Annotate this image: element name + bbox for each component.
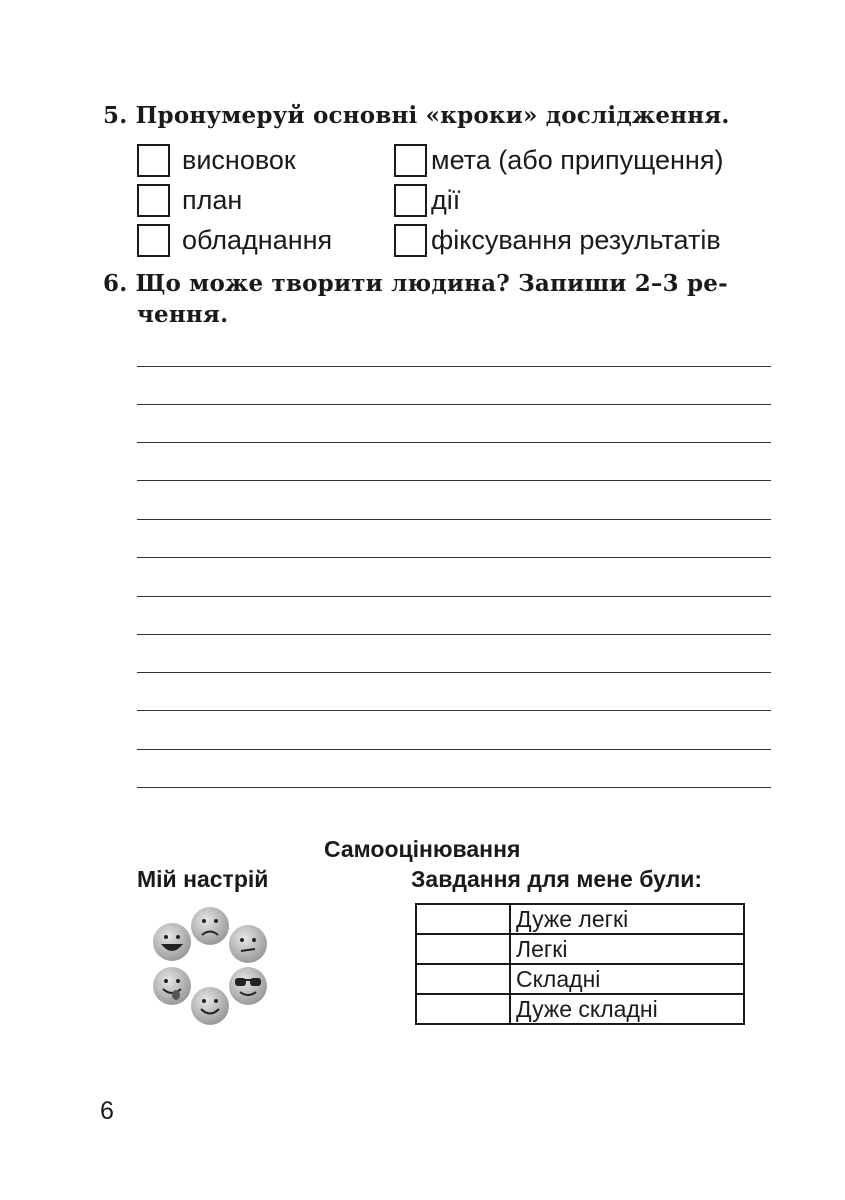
number-box[interactable] <box>137 144 170 177</box>
smiling-face-icon[interactable] <box>191 987 229 1025</box>
writing-line[interactable] <box>137 749 771 750</box>
grinning-face-icon[interactable] <box>153 923 191 961</box>
tasks-label: Завдання для мене були: <box>411 866 703 892</box>
confused-face-icon[interactable] <box>229 925 267 963</box>
writing-line[interactable] <box>137 519 771 520</box>
difficulty-label: Легкі <box>510 934 744 964</box>
task5-title: 5. Пронумеруй основні «кроки» дослідження. <box>103 102 730 129</box>
mood-smileys <box>148 904 273 1029</box>
table-row[interactable] <box>416 994 744 1024</box>
option-label: дії <box>431 184 461 215</box>
mood-label: Мій настрій <box>137 866 269 892</box>
number-box[interactable] <box>394 184 427 217</box>
option-recording[interactable] <box>394 222 721 258</box>
table-row[interactable] <box>416 934 744 964</box>
option-label: фіксування результатів <box>431 224 721 255</box>
mark-cell[interactable] <box>416 994 510 1024</box>
number-box[interactable] <box>137 224 170 257</box>
writing-line[interactable] <box>137 672 771 673</box>
task6-title <box>103 268 728 330</box>
option-goal[interactable] <box>394 142 723 178</box>
sunglasses-face-icon[interactable] <box>229 967 267 1005</box>
writing-line[interactable] <box>137 366 771 367</box>
mark-cell[interactable] <box>416 934 510 964</box>
table-row[interactable] <box>416 964 744 994</box>
option-conclusion[interactable] <box>137 142 296 178</box>
number-box[interactable] <box>394 144 427 177</box>
option-equipment[interactable] <box>137 222 332 258</box>
writing-line[interactable] <box>137 596 771 597</box>
writing-line[interactable] <box>137 710 771 711</box>
page-number: 6 <box>100 1097 114 1125</box>
writing-line[interactable] <box>137 442 771 443</box>
difficulty-label: Складні <box>510 964 744 994</box>
difficulty-label: Дуже складні <box>510 994 744 1024</box>
writing-line[interactable] <box>137 480 771 481</box>
sad-face-icon[interactable] <box>191 907 229 945</box>
writing-line[interactable] <box>137 404 771 405</box>
task6-title-line1: 6. Що може творити людина? Запиши 2–3 ре- <box>103 270 728 297</box>
option-plan[interactable] <box>137 182 242 218</box>
difficulty-table <box>415 903 745 1025</box>
number-box[interactable] <box>137 184 170 217</box>
self-assessment-title: Самооцінювання <box>324 836 521 862</box>
option-label: план <box>182 184 243 215</box>
option-label: висновок <box>182 144 296 175</box>
option-label: мета (або припущення) <box>431 144 724 175</box>
tongue-face-icon[interactable] <box>153 967 191 1005</box>
option-label: обладнання <box>182 224 333 255</box>
mark-cell[interactable] <box>416 904 510 934</box>
number-box[interactable] <box>394 224 427 257</box>
task6-title-line2: чення. <box>137 301 229 328</box>
writing-line[interactable] <box>137 787 771 788</box>
writing-line[interactable] <box>137 634 771 635</box>
option-actions[interactable] <box>394 182 460 218</box>
difficulty-label: Дуже легкі <box>510 904 744 934</box>
writing-line[interactable] <box>137 557 771 558</box>
mark-cell[interactable] <box>416 964 510 994</box>
table-row[interactable] <box>416 904 744 934</box>
